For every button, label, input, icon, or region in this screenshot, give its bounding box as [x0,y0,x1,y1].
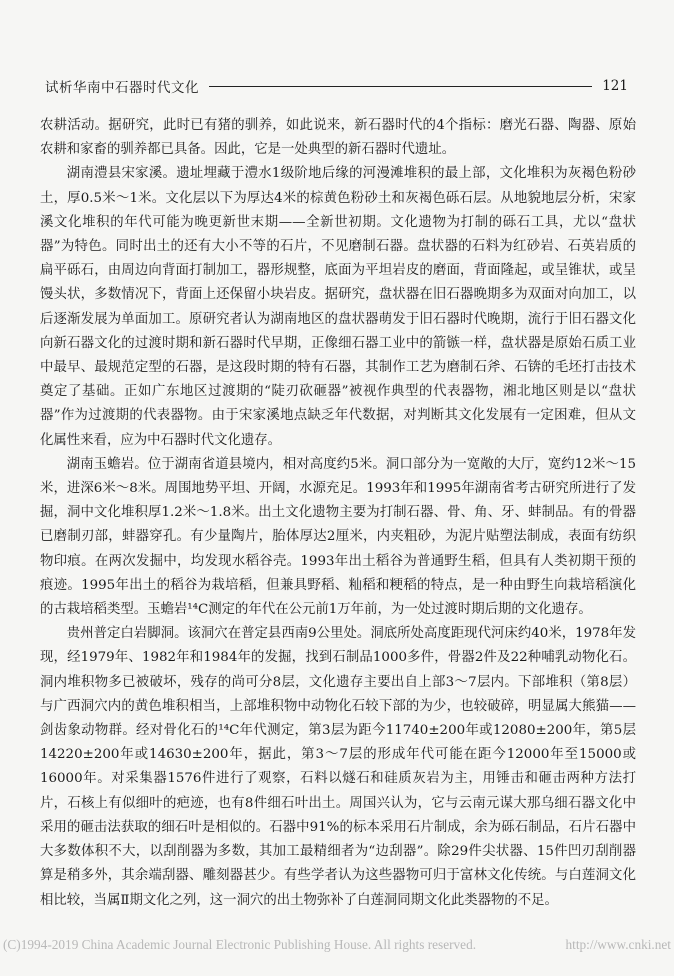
header-rule [209,86,592,87]
running-header [45,74,628,98]
running-title: 试析华南中石器时代文化 [45,80,199,96]
paragraph-yuchanyan: 湖南玉蟾岩。位于湖南省道县境内，相对高度约5米。洞口部分为一宽敞的大厅，宽约12米～15米，进深6米～8米。周围地势平坦、开阔，水源充足。1993年和1995年湖南省考古研究所进行了发掘，洞中文化堆积厚1.2米～1.8米。出土文化遗物主要为打制石器、骨、角、牙、蚌制品。有的骨器已磨制刃部，蚌器穿孔。有少量陶片，胎体厚达2厘米，内夹粗砂，为泥片贴塑法制成，表面有纺织物印痕。在两次发掘中，均发现水稻谷壳。1993年出土稻谷为普通野生稻，但具有人类初期干预的痕迹。1995年出土的稻谷为栽培稻，但兼具野稻、籼稻和粳稻的特点，是一种由野生向栽培稻演化的古栽培稻类型。玉蟾岩¹⁴C测定的年代在公元前1万年前，为一处过渡时期后期的文化遗存。 [40,456,636,618]
copyright-notice: (C)1994-2019 China Academic Journal Electronic Publishing House. All rights reserved. [3,937,477,952]
paragraph-baiyanjiao: 贵州普定白岩脚洞。该洞穴在普定县西南9公里处。洞底所处高度距现代河床约40米，1978年发现，经1979年、1982年和1984年的发掘，找到石制品1000多件，骨器2件及22种哺乳动物化石。洞内堆积物多已被破坏，残存的尚可分8层，文化遗存主要出自上部3～7层内。下部堆积（第8层）与广西洞穴内的黄色堆积相当，上部堆积物中动物化石较下部的为少，也较破碎，明显属大熊猫——剑齿象动物群。经对骨化石的¹⁴C年代测定，第3层为距今11740±200年或12080±200年，第5层14220±200年或14630±200年，据此，第3～7层的形成年代可能在距今12000年至15000或16000年。对采集器1576件进行了观察，石料以燧石和硅质灰岩为主，用锤击和砸击两种方法打片，石核上有似细叶的疤迹，也有8件细石叶出土。周国兴认为，它与云南元谋大那乌细石器文化中采用的砸击法获取的细石叶是相似的。石器中91%的标本采用石片制成，余为砾石制品，石片石器中大多数体积不大，以刮削器为多数，其加工最精细者为“边刮器”。除29件尖状器、15件凹刃刮削器算是稍多外，其余端刮器、雕刻器甚少。有些学者认为这些器物可归于富林文化传统。与白莲洞文化相比较，当属Ⅱ期文化之列，这一洞穴的出土物弥补了白莲洞同期文化此类器物的不足。 [40,626,636,908]
article-body [40,114,636,913]
footer-watermark [3,937,671,953]
page-number: 121 [602,78,628,94]
paragraph-songjiaxi: 湖南澧县宋家溪。遗址埋藏于澧水1级阶地后缘的河漫滩堆积的最上部，文化堆积为灰褐色粉砂土，厚0.5米～1米。文化层以下为厚达4米的棕黄色粉砂土和灰褐色砾石层。从地貌地层分析，宋家溪文化堆积的年代可能为晚更新世末期——全新世初期。文化遗物为打制的砾石工具，尤以“盘状器”为特色。同时出土的还有大小不等的石片，不见磨制石器。盘状器的石料为红砂岩、石英岩质的扁平砾石，由周边向背面打制加工，器形规整，底面为平坦岩皮的磨面，背面隆起，或呈锥状，或呈馒头状，多数情况下，背面上还保留小块岩皮。据研究，盘状器在旧石器晚期多为双面对向加工，以后逐渐发展为单面加工。原研究者认为湖南地区的盘状器萌发于旧石器时代晚期，流行于旧石器文化向新石器文化的过渡时期和新石器时代早期，正像细石器工业中的箭镞一样，盘状器是原始石质工业中最早、最规范定型的石器，是这段时期的特有石器，其制作工艺为磨制石斧、石锛的毛坯打击技术奠定了基础。正如广东地区过渡期的“陡刃砍砸器”被视作典型的代表器物，湘北地区则是以“盘状器”作为过渡期的代表器物。由于宋家溪地点缺乏年代数据，对判断其文化发展有一定困难，但从文化属性来看，应为中石器时代文化遗存。 [40,166,636,448]
paragraph-continued: 农耕活动。据研究，此时已有猪的驯养，如此说来，新石器时代的4个指标：磨光石器、陶器、原始农耕和家畜的驯养都已具备。因此，它是一处典型的新石器时代遗址。 [40,118,636,158]
footer-url: http://www.cnki.net [565,937,671,952]
